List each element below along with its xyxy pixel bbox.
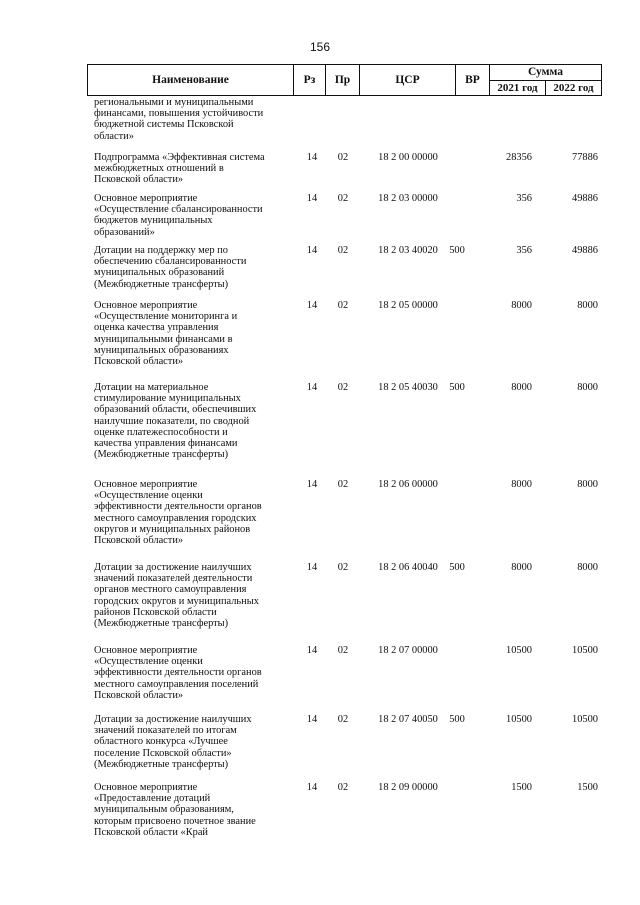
row-csr: 18 2 03 00000 <box>378 193 438 204</box>
row-name: Основное мероприятие «Осуществление оценки эффективности деятельности органов местного самоуправления поселений Псковской области» <box>94 645 262 701</box>
row-csr: 18 2 06 40040 <box>378 562 438 573</box>
header-csr: ЦСР <box>360 65 456 95</box>
row-vr: 500 <box>449 562 465 573</box>
row-name: Основное мероприятие «Предоставление дотаций муниципальным образованиям, которым присвоено почетное звание Псковской области «Край <box>94 782 256 838</box>
row-sum-2022: 49886 <box>572 245 598 256</box>
row-rz: 14 <box>306 479 318 490</box>
row-csr: 18 2 05 40030 <box>378 382 438 393</box>
page-number: 156 <box>309 40 331 54</box>
header-name: Наименование <box>88 65 294 95</box>
row-name: Дотации за достижение наилучших значений показателей деятельности органов местного самоуправления городских округов и муниципальных районов Псковской области (Межбюджетные трансферты) <box>94 562 259 630</box>
row-sum-2022: 10500 <box>572 714 598 725</box>
row-csr: 18 2 05 00000 <box>378 300 438 311</box>
row-sum-2021: 8000 <box>511 300 532 311</box>
row-rz: 14 <box>306 382 318 393</box>
row-rz: 14 <box>306 193 318 204</box>
row-sum-2021: 10500 <box>506 714 532 725</box>
row-sum-2022: 8000 <box>577 382 598 393</box>
row-name: Основное мероприятие «Осуществление сбалансированности бюджетов муниципальных образований» <box>94 193 263 238</box>
row-sum-2021: 356 <box>516 245 532 256</box>
row-pr: 02 <box>337 479 349 490</box>
row-pr: 02 <box>337 645 349 656</box>
row-sum-2021: 28356 <box>506 152 532 163</box>
row-pr: 02 <box>337 562 349 573</box>
row-rz: 14 <box>306 152 318 163</box>
row-name: Основное мероприятие «Осуществление мониторинга и оценка качества управления муниципальными финансами в муниципальных образованиях Псковской области» <box>94 300 238 368</box>
row-sum-2022: 1500 <box>577 782 598 793</box>
row-csr: 18 2 07 40050 <box>378 714 438 725</box>
row-csr: 18 2 07 00000 <box>378 645 438 656</box>
row-name: региональными и муниципальными финансами, повышения устойчивости бюджетной системы Псковской области» <box>94 97 264 142</box>
row-name: Дотации за достижение наилучших значений показателей по итогам областного конкурса «Лучшее поселение Псковской области» (Межбюджетные трансферты) <box>94 714 252 770</box>
row-vr: 500 <box>449 245 465 256</box>
row-rz: 14 <box>306 782 318 793</box>
row-sum-2021: 1500 <box>511 782 532 793</box>
header-pr: Пр <box>326 65 360 95</box>
header-sum-title: Сумма <box>490 65 601 81</box>
row-sum-2022: 49886 <box>572 193 598 204</box>
row-rz: 14 <box>306 645 318 656</box>
row-vr: 500 <box>449 382 465 393</box>
header-rz: Рз <box>294 65 326 95</box>
row-pr: 02 <box>337 152 349 163</box>
row-pr: 02 <box>337 245 349 256</box>
row-name: Основное мероприятие «Осуществление оценки эффективности деятельности органов местного самоуправления городских округов и муниципальных районов Псковской области» <box>94 479 262 547</box>
row-sum-2021: 8000 <box>511 382 532 393</box>
row-sum-2022: 8000 <box>577 479 598 490</box>
row-pr: 02 <box>337 382 349 393</box>
row-sum-2022: 10500 <box>572 645 598 656</box>
row-sum-2021: 356 <box>516 193 532 204</box>
row-sum-2022: 8000 <box>577 562 598 573</box>
row-pr: 02 <box>337 714 349 725</box>
row-sum-2022: 8000 <box>577 300 598 311</box>
row-csr: 18 2 03 40020 <box>378 245 438 256</box>
row-rz: 14 <box>306 245 318 256</box>
row-csr: 18 2 06 00000 <box>378 479 438 490</box>
row-pr: 02 <box>337 782 349 793</box>
row-pr: 02 <box>337 300 349 311</box>
row-name: Подпрограмма «Эффективная система межбюджетных отношений в Псковской области» <box>94 152 265 186</box>
header-vr: ВР <box>456 65 490 95</box>
row-sum-2021: 10500 <box>506 645 532 656</box>
header-year-2021: 2021 год <box>490 81 546 96</box>
row-csr: 18 2 00 00000 <box>378 152 438 163</box>
row-sum-2022: 77886 <box>572 152 598 163</box>
row-pr: 02 <box>337 193 349 204</box>
row-vr: 500 <box>449 714 465 725</box>
row-rz: 14 <box>306 300 318 311</box>
header-year-2022: 2022 год <box>553 82 594 94</box>
row-rz: 14 <box>306 714 318 725</box>
row-name: Дотации на материальное стимулирование муниципальных образований области, обеспечивших наилучшие показатели, по сводной оценке платежеспособности и качества управления финансами (Межбюджетные трансферты) <box>94 382 257 461</box>
row-sum-2021: 8000 <box>511 479 532 490</box>
row-csr: 18 2 09 00000 <box>378 782 438 793</box>
row-name: Дотации на поддержку мер по обеспечению сбалансированности муниципальных образований (Межбюджетные трансферты) <box>94 245 247 290</box>
row-rz: 14 <box>306 562 318 573</box>
row-sum-2021: 8000 <box>511 562 532 573</box>
